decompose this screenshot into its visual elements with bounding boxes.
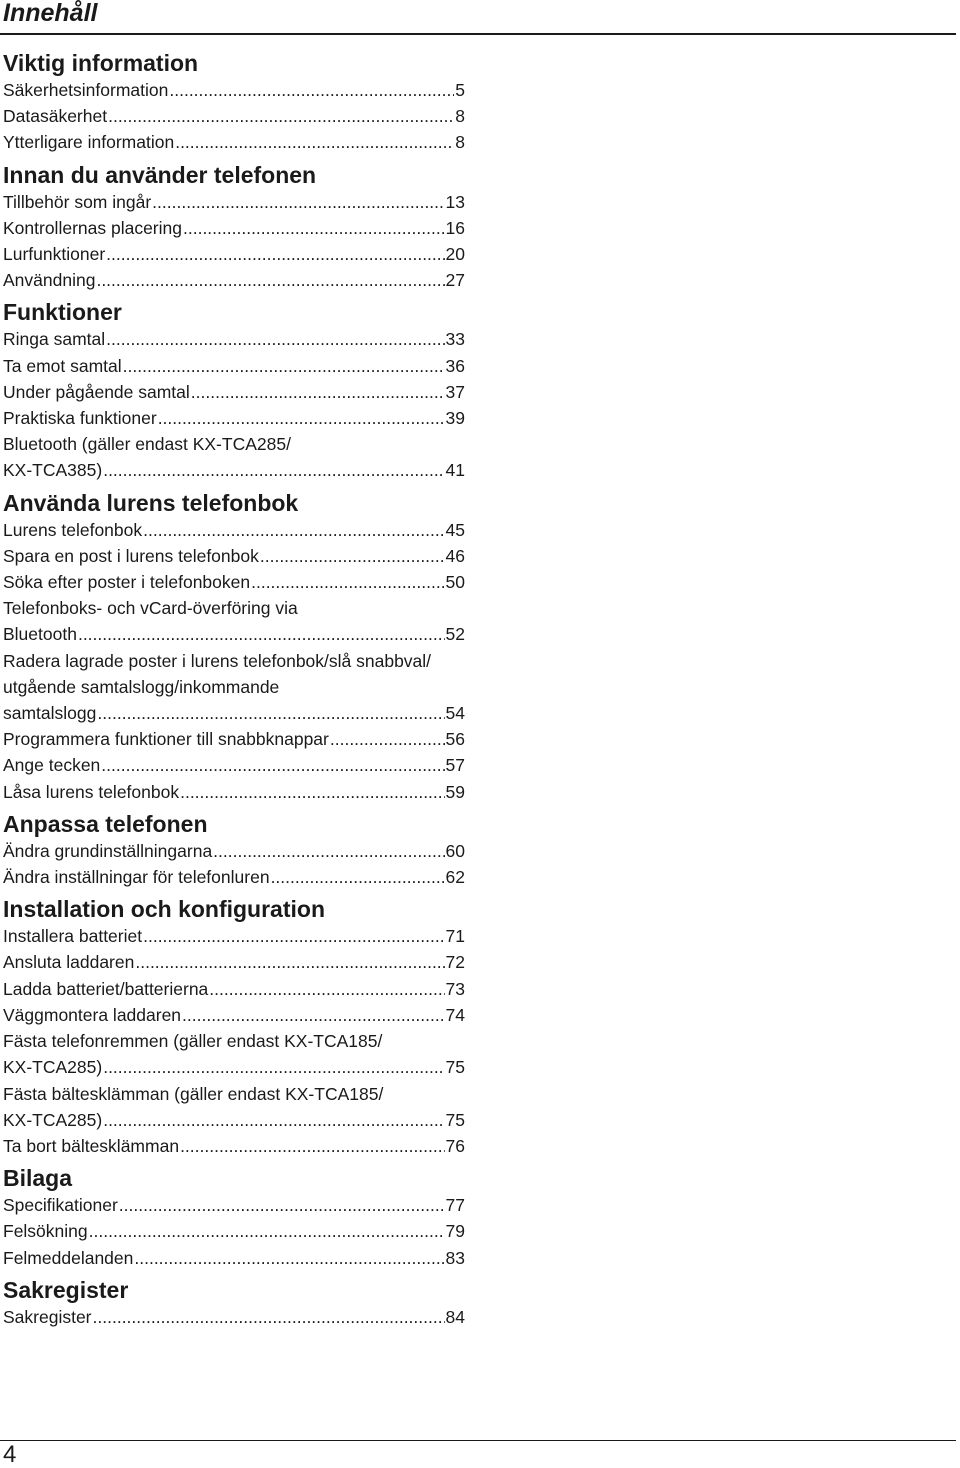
dot-leader bbox=[209, 976, 444, 1002]
dot-leader bbox=[78, 621, 445, 647]
toc-entry-page: 75 bbox=[445, 1109, 465, 1130]
toc-entry-page: 13 bbox=[445, 191, 465, 212]
toc-section bbox=[3, 1163, 465, 1271]
toc-entry[interactable] bbox=[3, 1304, 465, 1330]
section-heading: Sakregister bbox=[3, 1276, 129, 1303]
toc-entry-line[interactable]: Radera lagrade poster i lurens telefonbok/slå snabbval/ bbox=[3, 650, 432, 671]
toc-entry-label: Datasäkerhet bbox=[3, 106, 108, 127]
toc-entry-page: 8 bbox=[455, 132, 465, 153]
toc-entry[interactable] bbox=[3, 543, 465, 569]
toc-entry-label: Ändra inställningar för telefonluren bbox=[3, 867, 270, 888]
dot-leader bbox=[93, 1304, 445, 1330]
toc-entry[interactable] bbox=[3, 700, 465, 726]
toc-entry-page: 5 bbox=[455, 80, 465, 100]
toc-entry[interactable] bbox=[3, 949, 465, 975]
toc-entry-page: 45 bbox=[445, 519, 465, 540]
toc-entry-label: Lurfunktioner bbox=[3, 244, 106, 265]
section-heading: Innan du använder telefonen bbox=[3, 161, 317, 188]
toc-section bbox=[3, 48, 465, 156]
dot-leader bbox=[182, 1002, 444, 1028]
toc-entry-label: Säkerhetsinformation bbox=[3, 80, 169, 100]
dot-leader bbox=[103, 457, 444, 483]
page-title: Innehåll bbox=[3, 0, 98, 27]
toc-section bbox=[3, 1275, 465, 1330]
toc-entry[interactable] bbox=[3, 1133, 465, 1159]
table-of-contents bbox=[3, 48, 465, 1330]
toc-entry-label: Praktiska funktioner bbox=[3, 408, 157, 429]
toc-entry[interactable] bbox=[3, 923, 465, 949]
toc-entry-page: 36 bbox=[445, 355, 465, 376]
toc-entry-page: 71 bbox=[445, 926, 465, 947]
toc-entry-label: KX-TCA385) bbox=[3, 460, 103, 481]
dot-leader bbox=[123, 353, 445, 379]
toc-entry[interactable] bbox=[3, 976, 465, 1002]
toc-entry-label: Söka efter poster i telefonboken bbox=[3, 572, 251, 593]
toc-entry-label: Ange tecken bbox=[3, 755, 101, 776]
toc-entry-label: Låsa lurens telefonbok bbox=[3, 781, 180, 802]
section-heading: Använda lurens telefonbok bbox=[3, 489, 299, 516]
toc-entry[interactable] bbox=[3, 726, 465, 752]
toc-entry-page: 79 bbox=[445, 1221, 465, 1242]
toc-entry[interactable] bbox=[3, 215, 465, 241]
dot-leader bbox=[183, 215, 445, 241]
toc-entry[interactable] bbox=[3, 621, 465, 647]
toc-entry[interactable] bbox=[3, 1218, 465, 1244]
toc-entry[interactable] bbox=[3, 1054, 465, 1080]
dot-leader bbox=[143, 517, 444, 543]
toc-entry[interactable] bbox=[3, 752, 465, 778]
toc-entry-label: Ytterligare information bbox=[3, 132, 175, 153]
toc-entry-page: 75 bbox=[445, 1057, 465, 1078]
toc-entry-page: 50 bbox=[445, 572, 465, 593]
section-heading: Funktioner bbox=[3, 299, 122, 326]
toc-entry[interactable] bbox=[3, 267, 465, 293]
toc-section bbox=[3, 160, 465, 294]
section-heading: Bilaga bbox=[3, 1165, 73, 1192]
dot-leader bbox=[213, 838, 444, 864]
toc-entry-page: 72 bbox=[445, 952, 465, 973]
toc-entry[interactable] bbox=[3, 1002, 465, 1028]
toc-entry-page: 33 bbox=[445, 329, 465, 350]
toc-entry-label: Ta emot samtal bbox=[3, 355, 122, 376]
toc-entry-page: 57 bbox=[445, 755, 465, 776]
toc-entry-page: 76 bbox=[445, 1135, 465, 1156]
toc-entry-label: Kontrollernas placering bbox=[3, 217, 182, 238]
toc-entry[interactable] bbox=[3, 77, 465, 103]
toc-entry-page: 84 bbox=[445, 1306, 465, 1327]
toc-entry[interactable] bbox=[3, 1245, 465, 1271]
toc-entry-page: 56 bbox=[445, 729, 465, 750]
toc-entry[interactable] bbox=[3, 569, 465, 595]
toc-entry[interactable] bbox=[3, 129, 465, 155]
toc-entry-label: Under pågående samtal bbox=[3, 381, 190, 402]
toc-entry-label: Bluetooth bbox=[3, 624, 77, 645]
toc-entry[interactable] bbox=[3, 864, 465, 890]
dot-leader bbox=[191, 379, 445, 405]
dot-leader bbox=[108, 103, 454, 129]
toc-entry[interactable] bbox=[3, 405, 465, 431]
section-heading: Installation och konfiguration bbox=[3, 896, 325, 923]
toc-entry-page: 77 bbox=[445, 1195, 465, 1216]
dot-leader bbox=[106, 241, 444, 267]
dot-leader bbox=[101, 752, 444, 778]
toc-section bbox=[3, 297, 465, 483]
dot-leader bbox=[180, 1133, 444, 1159]
toc-entry-page: 60 bbox=[445, 840, 465, 861]
dot-leader bbox=[97, 700, 444, 726]
dot-leader bbox=[89, 1218, 445, 1244]
dot-leader bbox=[271, 864, 445, 890]
toc-entry-page: 39 bbox=[445, 408, 465, 429]
page-number: 4 bbox=[3, 1441, 17, 1468]
toc-entry-label: Tillbehör som ingår bbox=[3, 191, 152, 212]
toc-entry-label: Felsökning bbox=[3, 1221, 88, 1242]
toc-entry-page: 59 bbox=[445, 781, 465, 802]
toc-entry[interactable] bbox=[3, 1192, 465, 1218]
toc-entry-label: Lurens telefonbok bbox=[3, 519, 143, 540]
toc-entry-label: Spara en post i lurens telefonbok bbox=[3, 545, 259, 566]
toc-entry-page: 27 bbox=[445, 270, 465, 291]
toc-entry-label: Specifikationer bbox=[3, 1195, 118, 1216]
toc-entry-label: samtalslogg bbox=[3, 703, 97, 724]
title-divider bbox=[0, 33, 956, 35]
toc-section bbox=[3, 894, 465, 1159]
toc-entry-page: 73 bbox=[445, 978, 465, 999]
toc-entry-label: Felmeddelanden bbox=[3, 1247, 134, 1268]
dot-leader bbox=[135, 949, 444, 975]
section-heading: Viktig information bbox=[3, 50, 199, 76]
toc-entry-label: Ansluta laddaren bbox=[3, 952, 135, 973]
dot-leader bbox=[260, 543, 445, 569]
toc-entry-page: 16 bbox=[445, 217, 465, 238]
dot-leader bbox=[330, 726, 445, 752]
toc-entry-label: Användning bbox=[3, 270, 96, 291]
dot-leader bbox=[158, 405, 445, 431]
dot-leader bbox=[152, 189, 444, 215]
toc-entry-line[interactable]: Telefonboks- och vCard-överföring via bbox=[3, 598, 298, 619]
dot-leader bbox=[134, 1245, 444, 1271]
footer-divider bbox=[0, 1440, 956, 1441]
toc-entry-page: 37 bbox=[445, 381, 465, 402]
dot-leader bbox=[103, 1054, 444, 1080]
toc-entry-line[interactable]: Fästa telefonremmen (gäller endast KX-TCA185/ bbox=[3, 1031, 383, 1052]
toc-section bbox=[3, 809, 465, 890]
dot-leader bbox=[119, 1192, 445, 1218]
toc-entry-page: 20 bbox=[445, 244, 465, 265]
toc-entry-label: Väggmontera laddaren bbox=[3, 1004, 182, 1025]
toc-entry-label: Programmera funktioner till snabbknappar bbox=[3, 729, 329, 750]
toc-entry-page: 62 bbox=[445, 867, 465, 888]
dot-leader bbox=[251, 569, 444, 595]
toc-entry-page: 41 bbox=[445, 460, 465, 481]
toc-entry[interactable] bbox=[3, 517, 465, 543]
toc-entry-page: 46 bbox=[445, 545, 465, 566]
toc-entry[interactable] bbox=[3, 103, 465, 129]
dot-leader bbox=[180, 779, 444, 805]
toc-entry-line[interactable]: utgående samtalslogg/inkommande bbox=[3, 676, 280, 697]
toc-entry-label: Installera batteriet bbox=[3, 926, 143, 947]
toc-entry-page: 54 bbox=[445, 703, 465, 724]
toc-entry-label: KX-TCA285) bbox=[3, 1057, 103, 1078]
dot-leader bbox=[103, 1107, 444, 1133]
toc-entry[interactable] bbox=[3, 189, 465, 215]
toc-entry[interactable] bbox=[3, 457, 465, 483]
section-heading: Anpassa telefonen bbox=[3, 810, 208, 837]
dot-leader bbox=[143, 923, 444, 949]
toc-entry-page: 52 bbox=[445, 624, 465, 645]
toc-entry-label: Ta bort bältesklämman bbox=[3, 1135, 180, 1156]
toc-entry-line[interactable]: Bluetooth (gäller endast KX-TCA285/ bbox=[3, 434, 291, 455]
toc-entry[interactable] bbox=[3, 379, 465, 405]
toc-entry[interactable] bbox=[3, 353, 465, 379]
toc-entry-line[interactable]: Fästa bältesklämman (gäller endast KX-TCA185/ bbox=[3, 1083, 384, 1104]
toc-entry-label: KX-TCA285) bbox=[3, 1109, 103, 1130]
toc-entry-page: 8 bbox=[455, 106, 465, 127]
toc-entry-page: 83 bbox=[445, 1247, 465, 1268]
toc-entry-label: Sakregister bbox=[3, 1306, 92, 1327]
dot-leader bbox=[96, 267, 444, 293]
toc-entry[interactable] bbox=[3, 326, 465, 352]
toc-entry-label: Ladda batteriet/batterierna bbox=[3, 978, 209, 999]
toc-entry[interactable] bbox=[3, 1107, 465, 1133]
toc-entry[interactable] bbox=[3, 241, 465, 267]
toc-section bbox=[3, 488, 465, 805]
dot-leader bbox=[175, 129, 454, 155]
toc-entry-page: 74 bbox=[445, 1004, 465, 1025]
toc-entry-label: Ändra grundinställningarna bbox=[3, 840, 213, 861]
toc-entry[interactable] bbox=[3, 838, 465, 864]
dot-leader bbox=[169, 77, 454, 103]
toc-entry-label: Ringa samtal bbox=[3, 329, 106, 350]
toc-entry[interactable] bbox=[3, 779, 465, 805]
dot-leader bbox=[106, 326, 444, 352]
